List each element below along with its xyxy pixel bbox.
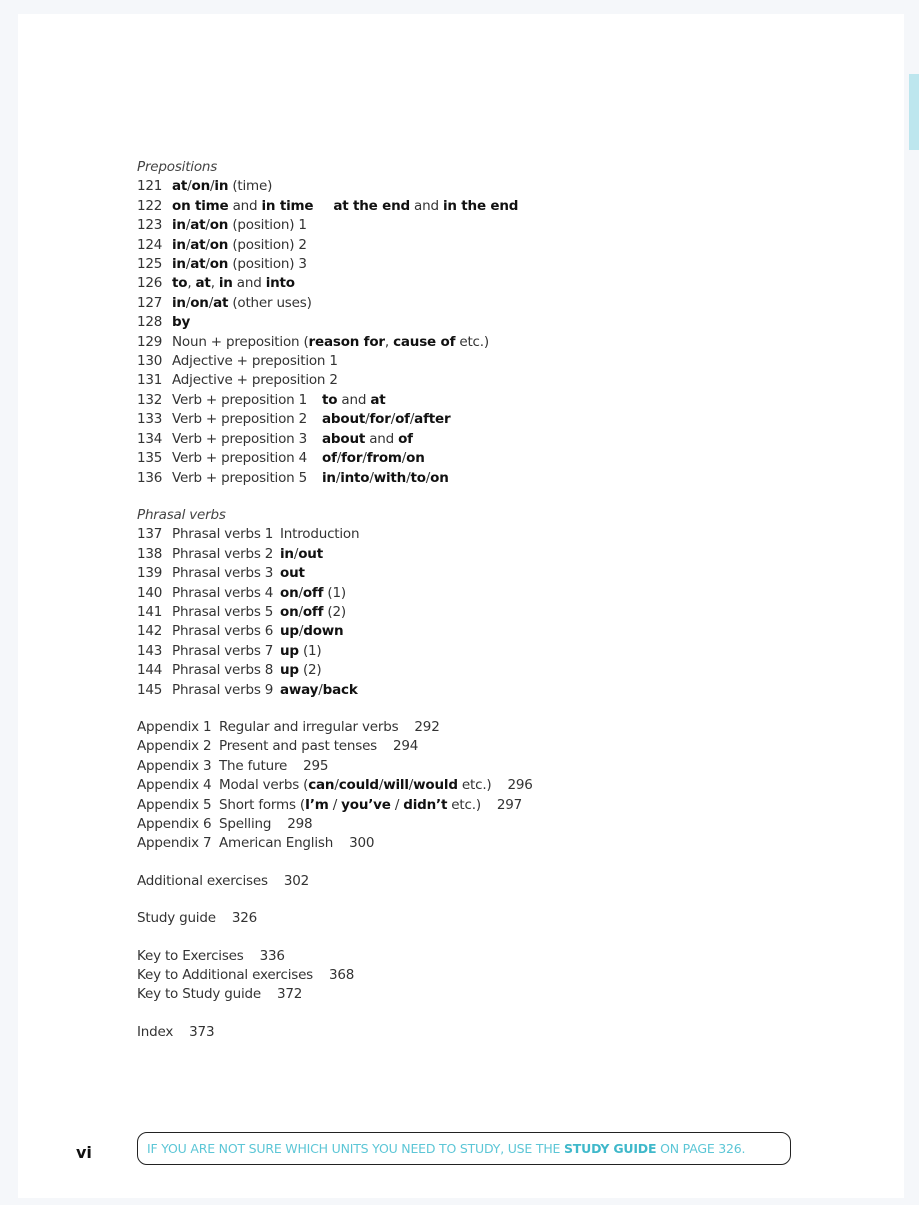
page-ref: 300 [349,835,375,852]
unit-row [137,197,533,216]
keyword: on [406,450,425,467]
page-ref: 296 [507,777,533,794]
unit-row [137,333,533,352]
study-guide-tip [137,1132,791,1165]
keyword: of [322,450,337,467]
unit-title [322,410,450,429]
keyword: off [302,603,324,620]
appendix-row [137,834,533,853]
text-segment: (position) 3 [228,256,307,273]
appendix-title [219,718,398,737]
unit-number: 136 [137,469,163,486]
keyword: in the end [442,197,519,214]
unit-label: Verb + preposition 2 [172,411,307,428]
unit-title [322,430,413,449]
keyword: about [322,411,366,428]
appendix-row [137,796,533,815]
unit-label: Verb + preposition 3 [172,430,307,447]
unit-title [172,274,295,293]
keyword: on [280,603,299,620]
keyword: in [214,178,229,195]
unit-label: Phrasal verbs 1 [172,526,274,543]
text-segment: and [232,275,266,292]
keyword: in [172,236,186,253]
page-ref: 294 [393,738,419,755]
text-segment: / [409,411,415,428]
keyword: after [414,411,451,428]
text-segment: / [298,623,304,640]
keyword: down [303,623,344,640]
unit-row [137,294,533,313]
unit-number: 145 [137,681,163,698]
unit-number: 141 [137,603,163,620]
keyword: at [172,178,188,195]
keyword: to [410,469,426,486]
keyword: in [172,294,186,311]
text-segment: / [185,236,191,253]
unit-title [322,449,425,468]
phrasal-verbs-units [137,525,533,700]
unit-row [137,391,533,410]
text-segment: / [185,294,191,311]
text-segment: / [362,450,367,467]
appendix-title [219,796,481,815]
section-title-phrasal-verbs: Phrasal verbs [137,506,226,523]
unit-number: 137 [137,526,163,543]
unit-row [137,642,533,661]
keyword: in time [261,197,314,214]
unit-title [280,681,358,700]
page-ref: 368 [329,967,355,984]
unit-label: Phrasal verbs 7 [172,642,274,659]
text-segment: / [365,411,370,428]
text-segment: (other uses) [228,294,312,311]
page-ref: 302 [283,872,309,889]
unit-row [137,352,533,371]
text-segment: / [369,469,374,486]
keyword: out [298,545,323,562]
unit-title [280,661,322,680]
unit-number: 138 [137,545,163,562]
unit-row [137,661,533,680]
keyword: off [302,584,324,601]
keyword: at [195,275,211,292]
tip-text-before: IF YOU ARE NOT SURE WHICH UNITS YOU NEED TO STUDY, USE THE [147,1141,564,1156]
extra-title: Additional exercises [137,872,268,889]
extra-title: Key to Study guide [137,986,262,1003]
keyword: into [340,469,370,486]
unit-number: 135 [137,450,163,467]
extra-row [137,966,533,985]
keyword: for [341,450,363,467]
text-segment: (2) [298,662,322,679]
keyword: away [280,681,319,698]
text-segment: (position) 2 [228,236,307,253]
keyword: out [280,565,305,582]
unit-label: Phrasal verbs 3 [172,565,274,582]
keyword: about [322,430,366,447]
unit-label: Phrasal verbs 5 [172,603,274,620]
appendix-label: Appendix 4 [137,777,212,794]
text-segment: Noun + preposition ( [172,333,309,350]
appendix-title [219,757,287,776]
unit-label: Verb + preposition 5 [172,469,307,486]
unit-number: 134 [137,430,163,447]
text-segment: / [408,777,414,794]
prepositions-units [137,177,533,390]
page-ref: 336 [259,947,285,964]
unit-row [137,313,533,332]
unit-title [280,584,346,603]
unit-row [137,371,533,390]
page-ref: 295 [303,757,329,774]
unit-number: 121 [137,178,163,195]
unit-row [137,603,533,622]
keyword: with [373,469,407,486]
keyword: into [265,275,295,292]
unit-number: 122 [137,197,163,214]
keyword: for [369,411,391,428]
unit-number: 127 [137,294,163,311]
appendix-title [219,834,333,853]
text-segment: / [205,256,210,273]
appendix-row [137,718,533,737]
text-segment: / [205,236,210,253]
keyword: on [280,584,299,601]
unit-row [137,545,533,564]
tip-text-after: ON PAGE 326. [656,1141,746,1156]
extra-title: Key to Exercises [137,947,244,964]
unit-number: 124 [137,236,163,253]
unit-title [322,391,385,410]
text-segment: , [384,333,394,350]
appendix-title [219,815,271,834]
keyword: by [172,314,191,331]
keyword: on [209,256,229,273]
extra-row [137,1023,533,1042]
unit-row [137,410,533,429]
keyword: will [383,777,409,794]
extras-list [137,854,533,1042]
unit-row [137,255,533,274]
tip-text-bold: STUDY GUIDE [564,1141,657,1156]
text-segment: / [298,603,303,620]
keyword: to [172,275,188,292]
unit-title [172,313,190,332]
keyword: in [172,256,186,273]
appendix-row [137,815,533,834]
extra-title: Key to Additional exercises [137,967,314,984]
page-ref: 373 [189,1023,215,1040]
unit-row [137,525,533,544]
text-segment: / [298,584,303,601]
unit-number: 144 [137,662,163,679]
text-segment: / [334,777,339,794]
unit-title [172,371,338,390]
table-of-contents [137,158,533,1042]
unit-number: 140 [137,584,163,601]
keyword: from [366,450,402,467]
unit-number: 123 [137,217,163,234]
unit-number: 132 [137,391,163,408]
text-segment: Spelling [219,816,272,832]
unit-row [137,274,533,293]
appendices-list [137,718,533,854]
keyword: on time [172,197,229,214]
unit-label: Phrasal verbs 2 [172,545,274,562]
text-segment: / [425,469,431,486]
text-segment: (2) [323,603,346,620]
text-segment: etc.) [455,333,489,350]
keyword: at the end [333,197,410,214]
text-segment: Modal verbs ( [219,777,309,794]
page-ref: 298 [287,816,313,832]
page-ref: 326 [231,910,257,927]
unit-title [172,197,518,216]
text-segment: (time) [228,178,273,195]
keyword: up [280,623,299,640]
appendix-row [137,757,533,776]
text-segment: / [406,469,411,486]
keyword: reason for [308,333,385,350]
text-segment: Introduction [280,526,360,543]
unit-row [137,216,533,235]
unit-number: 139 [137,565,163,582]
unit-label: Verb + preposition 4 [172,450,307,467]
text-segment: / [335,469,341,486]
unit-label: Verb + preposition 1 [172,391,307,408]
unit-label: Phrasal verbs 9 [172,681,274,698]
keyword: up [280,642,299,659]
unit-number: 125 [137,256,163,273]
unit-row [137,236,533,255]
extra-row [137,985,533,1004]
unit-title [172,216,307,235]
unit-number: 130 [137,353,163,370]
text-segment: American English [219,835,334,852]
keyword: back [322,681,358,698]
keyword: on [209,236,229,253]
appendix-label: Appendix 6 [137,816,212,832]
section-title-prepositions: Prepositions [137,159,218,175]
text-segment: / [328,796,342,813]
unit-number: 142 [137,623,163,640]
unit-number: 133 [137,411,163,428]
extra-row [137,947,533,966]
text-segment: and [228,197,262,214]
appendix-row [137,737,533,756]
appendix-label: Appendix 7 [137,835,212,852]
unit-row [137,430,533,449]
keyword: of [398,430,413,447]
text-segment: / [185,217,191,234]
page-ref: 292 [414,718,440,735]
extra-row [137,909,533,928]
unit-row [137,469,533,488]
text-segment: Adjective + preposition 2 [172,372,338,389]
appendix-title [219,737,377,756]
page-number: vi [76,1143,92,1162]
text-segment: and [337,391,371,408]
unit-title [280,545,323,564]
text-segment: (1) [323,584,346,601]
appendix-label: Appendix 5 [137,796,212,813]
unit-row [137,449,533,468]
unit-number: 143 [137,642,163,659]
unit-title [172,352,338,371]
text-segment: / [187,178,192,195]
unit-row [137,564,533,583]
extra-title: Study guide [137,910,216,927]
text-segment: and [365,430,399,447]
unit-label: Phrasal verbs 8 [172,662,274,679]
unit-title [172,177,272,196]
text-segment: / [336,450,342,467]
unit-row [137,622,533,641]
keyword: in [172,217,186,234]
unit-number: 126 [137,275,163,292]
appendix-row [137,776,533,795]
text-segment: / [293,545,299,562]
text-segment: The future [219,757,288,774]
keyword: could [338,777,379,794]
unit-label: Phrasal verbs 6 [172,623,274,640]
spacer [137,854,533,872]
text-segment: / [378,777,384,794]
unit-title [280,642,322,661]
text-segment: , [187,275,196,292]
unit-number: 128 [137,314,163,331]
keyword: at [213,294,229,311]
page-ref: 297 [496,796,523,813]
text-segment: / [205,217,210,234]
unit-title [280,564,305,583]
unit-row [137,177,533,196]
keyword: at [190,217,206,234]
keyword: in [280,545,294,562]
text-segment: Short forms ( [219,796,305,813]
unit-label: Phrasal verbs 4 [172,584,274,601]
appendix-label: Appendix 1 [137,718,212,735]
unit-title [172,236,307,255]
text-segment: Adjective + preposition 1 [172,353,338,370]
unit-title [280,603,346,622]
unit-row [137,584,533,603]
keyword: would [413,777,458,794]
unit-row [137,681,533,700]
keyword: on [191,178,211,195]
keyword: at [190,256,206,273]
keyword: I’m [305,796,329,813]
spacer [137,1005,533,1023]
prepositions-verb-units [137,391,533,488]
keyword: of [395,411,410,428]
text-segment: / [390,796,404,813]
text-segment: Regular and irregular verbs [219,718,399,735]
unit-title [280,622,343,641]
text-segment: etc.) [457,777,492,794]
keyword: on [209,217,229,234]
keyword: in [322,469,336,486]
keyword: up [280,662,299,679]
unit-title [172,255,307,274]
appendix-title [219,776,491,795]
unit-number: 131 [137,372,163,389]
keyword: you’ve [341,796,391,813]
extra-title: Index [137,1023,174,1040]
appendix-label: Appendix 3 [137,757,212,774]
appendix-label: Appendix 2 [137,738,212,755]
spacer [137,891,533,909]
text-segment: Present and past tenses [219,738,378,755]
text-segment: and [409,197,443,214]
keyword: cause of [393,333,456,350]
keyword: in [218,275,233,292]
keyword: didn’t [403,796,448,813]
page-tab-marker [909,74,919,150]
text-segment: etc.) [447,796,481,813]
text-segment: (position) 1 [228,217,307,234]
unit-number: 129 [137,333,163,350]
unit-title [280,525,359,544]
keyword: on [430,469,449,486]
text-segment: , [210,275,219,292]
text-segment: / [390,411,396,428]
unit-title [172,294,312,313]
keyword: at [370,391,386,408]
spacer [137,929,533,947]
text-segment: / [208,294,214,311]
keyword: can [308,777,335,794]
keyword: to [322,391,338,408]
unit-title [322,469,449,488]
extra-row [137,872,533,891]
keyword: at [190,236,206,253]
text-segment: (1) [298,642,322,659]
text-segment: / [401,450,407,467]
page-ref: 372 [277,986,303,1003]
text-segment: / [185,256,191,273]
keyword: on [190,294,209,311]
text-segment: / [318,681,323,698]
unit-title [172,333,489,352]
text-segment: / [210,178,215,195]
